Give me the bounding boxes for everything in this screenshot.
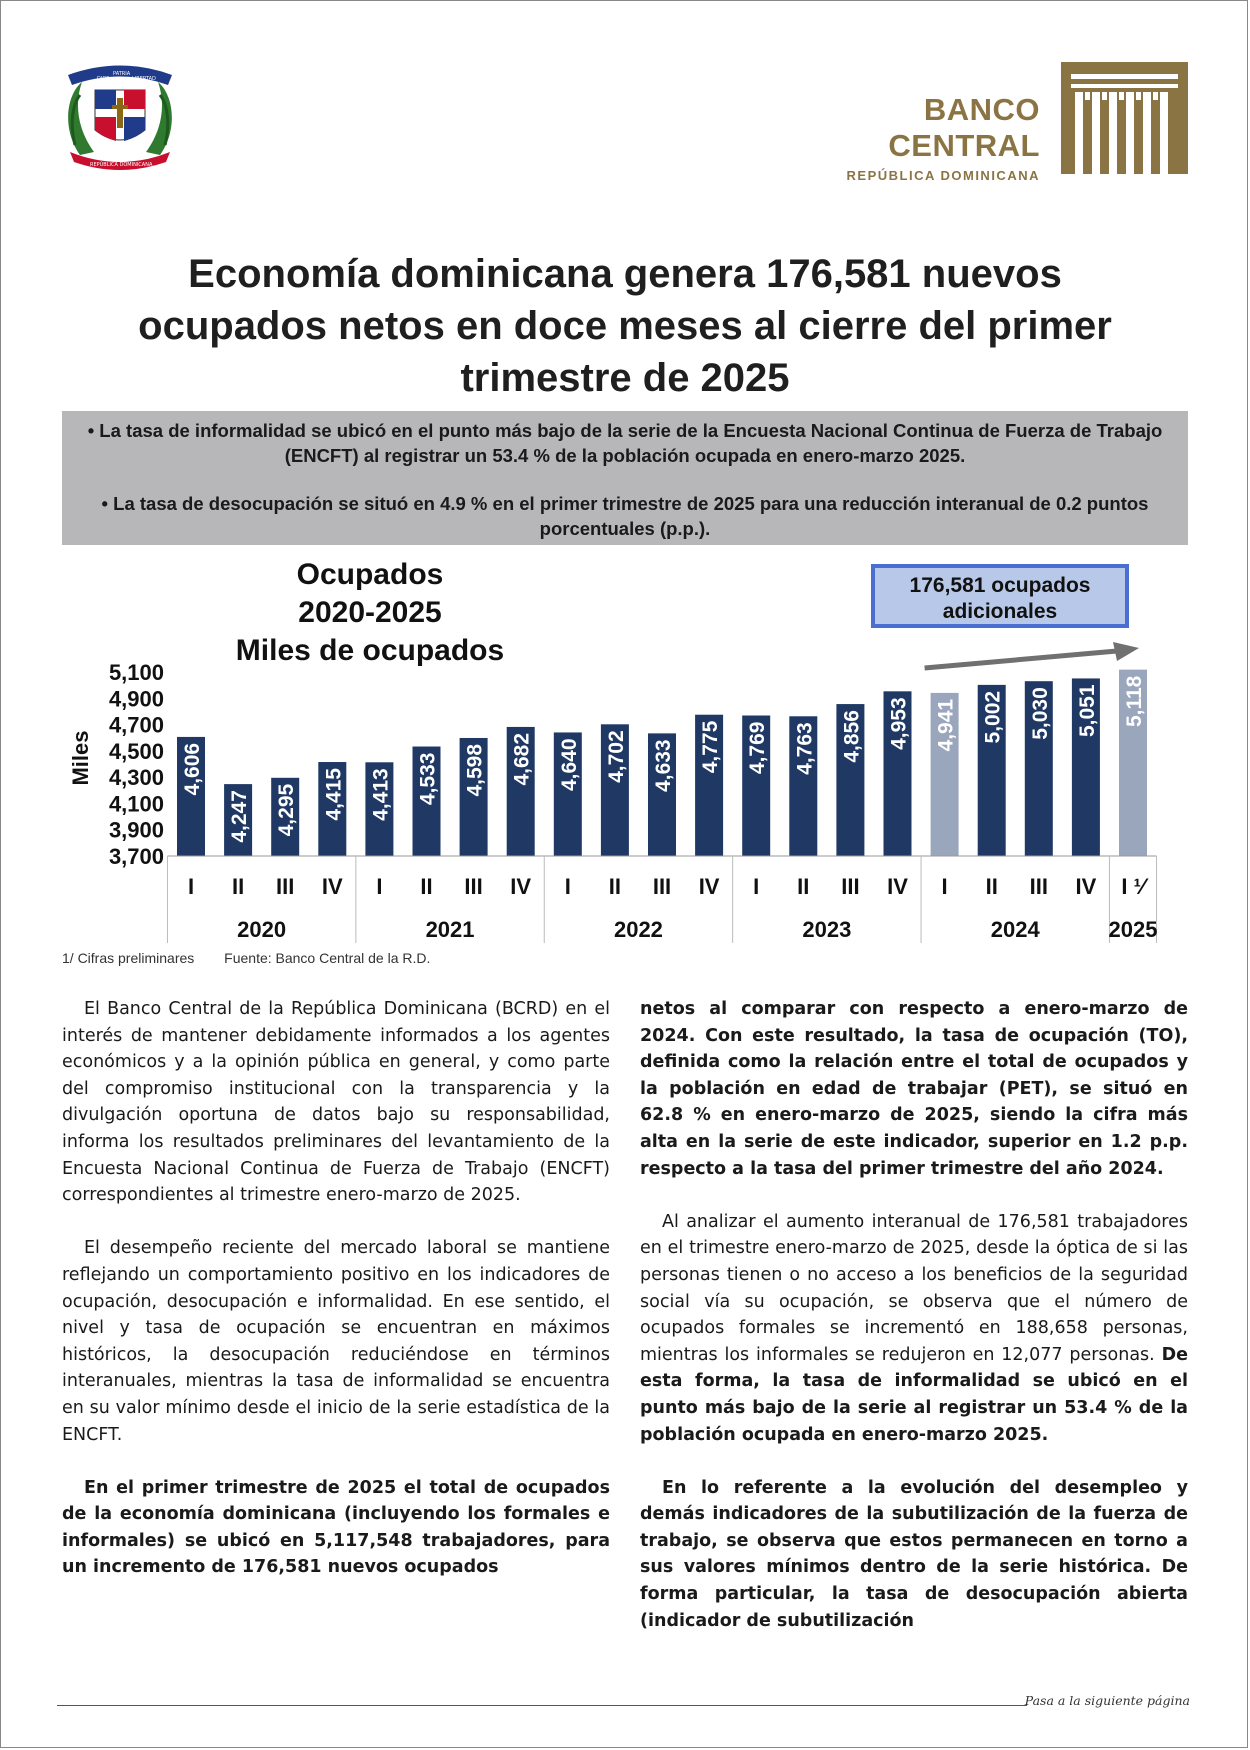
y-tick-label: 4,700	[108, 712, 164, 738]
year-label: 2021	[425, 917, 475, 942]
y-tick-label: 4,300	[108, 765, 164, 791]
body-paragraph: netos al comparar con respecto a enero-marzo de 2024. Con este resultado, la tasa de ocupación (TO), definida como la relación entre el total de ocupados y la población en edad de trabajar (PET), se situó en 62.8 % en enero-marzo de 2025, siendo la cifra más alta en la serie de este indicador, superior en 1.2 p.p. respecto a la tasa del primer trimestre del año 2024.	[640, 999, 1188, 1179]
bar-value-label: 4,415	[322, 768, 346, 821]
chart-title-line: 2020-2025	[298, 596, 442, 629]
y-tick-label: 3,900	[108, 817, 164, 843]
x-tick-label: I	[941, 874, 948, 899]
bar-value-label: 4,533	[416, 752, 440, 806]
bar-value-label: 4,682	[510, 732, 534, 786]
x-tick-label: III	[276, 874, 295, 899]
bar-value-label: 5,118	[1123, 675, 1146, 728]
x-tick-label: III	[652, 874, 672, 899]
footer-divider	[57, 1705, 1027, 1706]
title-line: trimestre de 2025	[460, 356, 790, 400]
arrow-shaft	[925, 651, 1117, 668]
y-tick-label: 3,700	[108, 844, 164, 869]
highlight-unemployment: • La tasa de desocupación se situó en 4.9 % en el primer trimestre de 2025 para una reducción interanual de 0.2 puntos porcentuales (p.p.).	[101, 493, 1149, 539]
chart-title-line: Ocupados	[296, 558, 444, 591]
year-label: 2024	[990, 917, 1040, 942]
coat-text-dios: DIOS	[97, 76, 110, 82]
x-tick-label: II	[608, 874, 622, 899]
x-tick-label: I ¹⁄	[1121, 874, 1145, 899]
x-tick-label: II	[231, 874, 245, 899]
x-tick-label: I	[376, 874, 383, 899]
title-line: ocupados netos en doce meses al cierre del primer	[138, 304, 1112, 348]
bar-value-label: 4,769	[746, 721, 770, 775]
chart-title	[230, 556, 510, 670]
chart-callout: 176,581 ocupados adicionales	[871, 564, 1129, 628]
x-tick-label: IV	[1075, 874, 1097, 899]
bank-subtitle: REPÚBLICA DOMINICANA	[846, 168, 1040, 183]
y-ticks	[109, 660, 164, 869]
bar-value-label: 4,633	[652, 739, 675, 792]
employment-chart	[60, 548, 1190, 948]
body-paragraph: El desempeño reciente del mercado laboral se mantiene reflejando un comportamiento positivo en los indicadores de ocupación, desocupación e informalidad. En ese sentido, el nivel y tasa de ocupación se encuentran en máximos históricos, la desocupación reduciéndose en términos interanuales, mientras la tasa de informalidad se encuentra en su valor mínimo desde el inicio de la serie estadística de la ENCFT.	[62, 1238, 610, 1445]
growth-arrow	[925, 642, 1139, 668]
body-column-left	[62, 996, 610, 1608]
x-tick-label: IV	[321, 874, 343, 899]
next-page-note: Pasa a la siguiente página	[1024, 1693, 1190, 1708]
x-tick-label: III	[1029, 874, 1048, 899]
chart-footnote	[62, 950, 456, 966]
arrow-head	[1113, 642, 1139, 661]
x-tick-label: II	[797, 874, 810, 899]
year-label: 2023	[802, 917, 852, 942]
body-paragraph: El Banco Central de la República Dominicana (BCRD) en el interés de mantener debidamente informados a los agentes económicos y a la opinión pública en general, y como parte del compromiso institucional con la transparencia y la divulgación oportuna de datos bajo su responsabilidad, informa los resultados preliminares del levantamiento de la Encuesta Nacional Continua de Fuerza de Trabajo (ENCFT) correspondientes al trimestre enero-marzo de 2025.	[62, 999, 610, 1206]
bar-value-label: 4,598	[463, 743, 487, 797]
x-tick-label: IV	[510, 874, 532, 899]
y-tick-label: 5,100	[108, 660, 164, 685]
footnote-preliminary: 1/ Cifras preliminares	[62, 950, 195, 966]
x-axis	[167, 856, 1157, 943]
x-tick-label: II	[420, 874, 433, 899]
year-label: 2025	[1108, 917, 1158, 942]
bar-value-label: 5,051	[1075, 684, 1099, 738]
bank-logo-text	[770, 92, 1040, 183]
body-paragraph	[640, 1209, 1188, 1448]
bar-value-label: 5,002	[981, 690, 1005, 744]
bar-value-label: 4,941	[934, 698, 958, 752]
bar-value-label: 4,247	[228, 790, 252, 843]
bar-value-label: 4,953	[887, 697, 911, 750]
x-tick-label: III	[841, 874, 860, 899]
coat-text-patria: PATRIA	[113, 71, 131, 77]
x-tick-label: I	[564, 874, 571, 899]
y-tick-label: 4,900	[108, 686, 164, 712]
y-axis-label-group	[68, 730, 93, 785]
x-tick-label: I	[187, 874, 195, 899]
x-tick-label: IV	[887, 874, 908, 899]
chart-title-line: Miles de ocupados	[235, 634, 505, 667]
title-line: Economía dominicana genera 176,581 nuevos	[188, 252, 1062, 296]
y-tick-label: 4,500	[108, 738, 164, 764]
body-paragraph: En el primer trimestre de 2025 el total de ocupados de la economía dominicana (incluyendo los formales e informales) se ubicó en 5,117,548 trabajadores, para un incremento de 176,581 nuevos ocupados	[62, 1477, 610, 1578]
year-label: 2020	[237, 917, 287, 942]
bar-value-label: 5,030	[1028, 687, 1052, 740]
bar-value-label: 4,763	[793, 722, 817, 775]
highlights-box	[62, 411, 1188, 545]
body-text-bold: De esta forma, la tasa de informalidad se ubicó en el punto más bajo de la serie al registrar un 53.4 % de la población ocupada en enero-marzo 2025.	[640, 1344, 1188, 1445]
x-tick-label: I	[753, 874, 760, 899]
bank-name: BANCO CENTRAL	[888, 92, 1040, 163]
x-tick-label: III	[464, 874, 483, 899]
bar-value-label: 4,295	[275, 783, 299, 837]
footnote-source: Fuente: Banco Central de la R.D.	[224, 950, 431, 966]
coat-of-arms-icon	[60, 60, 180, 175]
bar-value-label: 4,640	[557, 738, 581, 792]
y-axis-label: Miles	[68, 730, 93, 786]
body-text: Al analizar el aumento interanual de 176,581 trabajadores en el trimestre enero-marzo de 2025, desde la óptica de si las personas tienen o no acceso a los beneficios de la seguridad social vía su ocupación, se observa que el número de ocupados formales se incrementó en 188,658 personas, mientras los informales se redujeron en 12,077 personas.	[640, 1211, 1188, 1365]
bar-value-label: 4,775	[699, 720, 723, 774]
highlight-informality: • La tasa de informalidad se ubicó en el punto más bajo de la serie de la Encuesta Nacional Continua de Fuerza de Trabajo (ENCFT) al registrar un 53.4 % de la población ocupada en enero-marzo 2025.	[87, 420, 1163, 466]
coat-text-republica: REPÚBLICA DOMINICANA	[90, 162, 153, 168]
bar-value-label: 4,856	[840, 710, 864, 763]
bar-value-label: 4,413	[369, 768, 393, 821]
bar-value-label: 4,702	[604, 730, 628, 783]
coat-text-libertad: LIBERTAD	[132, 76, 156, 82]
bars	[177, 670, 1147, 856]
body-column-right	[640, 996, 1188, 1661]
year-label: 2022	[613, 917, 663, 942]
bank-building-icon	[1061, 62, 1188, 174]
y-tick-label: 4,100	[108, 791, 164, 817]
bar-value-label: 4,606	[181, 742, 204, 796]
page-title	[50, 248, 1200, 404]
x-tick-label: IV	[698, 874, 720, 899]
x-tick-label: II	[985, 874, 998, 899]
body-paragraph: En lo referente a la evolución del desempleo y demás indicadores de la subutilización de la fuerza de trabajo, se observa que estos permanecen en torno a sus valores mínimos dentro de la serie histórica. De forma particular, la tasa de desocupación abierta (indicador de subutilización	[640, 1477, 1188, 1631]
